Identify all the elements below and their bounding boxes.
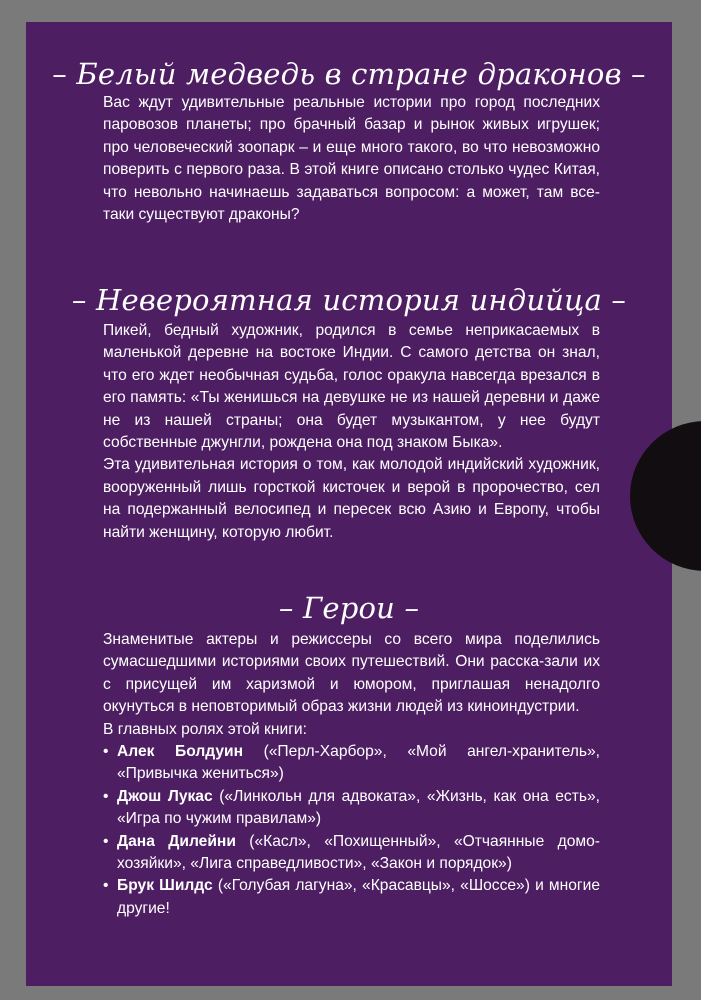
section-text-heroes [103,629,600,920]
book-back-cover [26,22,672,986]
section-text-indian-story [103,320,600,544]
paragraph: Знаменитые актеры и режиссеры со всего мира поделились сумасшедшими историями своих путешествий. Они расска-зали их с присущей им харизмой и юмором, приглашая ненадолго окунуться в неповторимый образ жизни людей из киноиндустрии. [103,631,600,716]
actor-name: Дана Дилейни [117,832,236,850]
actor-films: («Перл-Харбор», «Мой ангел-хранитель», «Привычка жениться») [117,743,600,783]
actor-films: («Голубая лагуна», «Красавцы», «Шоссе») и многие другие! [117,877,600,917]
actor-name: Джош Лукас [117,787,213,805]
list-item [103,786,600,831]
paragraph: В главных ролях этой книги: [103,720,307,738]
actor-films: («Касл», «Похищенный», «Отчаянные домо-хозяйки», «Лига справедливости», «Закон и порядок») [117,832,600,873]
section-title-white-bear: – Белый медведь в стране драконов – [52,57,646,91]
actor-films: («Линкольн для адвоката», «Жизнь, как она есть», «Игра по чужим правилам») [117,787,600,828]
section-title-heroes: – Герои – [278,591,420,625]
paragraph: Вас ждут удивительные реальные истории про город последних паровозов планеты; про брачный базар и рынок живых игрушек; про человеческий зоопарк – и еще много такого, во что невозможно поверить с первого раза. В этой книге описано столько чудес Китая, что невольно начинаешь задаваться вопросом: а может, там все-таки существуют драконы? [103,94,600,224]
section-title-indian-story: – Невероятная история индийца – [71,283,627,317]
paragraph: Пикей, бедный художник, родился в семье неприкасаемых в маленькой деревне на востоке Индии. С самого детства он знал, что его ждет необычная судьба, голос оракула навсегда врезался в его память: «Ты женишься на девушке не из нашей деревни и даже не из нашей страны; она будет музыкантом, у нее будут собственные джунгли, рождена она под знаком Быка». [103,322,600,452]
paragraph: Эта удивительная история о том, как молодой индийский художник, вооруженный лишь горсткой кисточек и верой в пророчество, сел на подержанный велосипед и пересек всю Азию и Европу, чтобы найти женщину, которую любит. [103,456,600,541]
actor-name: Брук Шилдс [117,877,213,895]
actor-list [103,741,600,920]
list-item [103,875,600,920]
section-text-white-bear [103,92,600,226]
list-item [103,741,600,786]
actor-name: Алек Болдуин [117,743,244,761]
list-item [103,831,600,876]
